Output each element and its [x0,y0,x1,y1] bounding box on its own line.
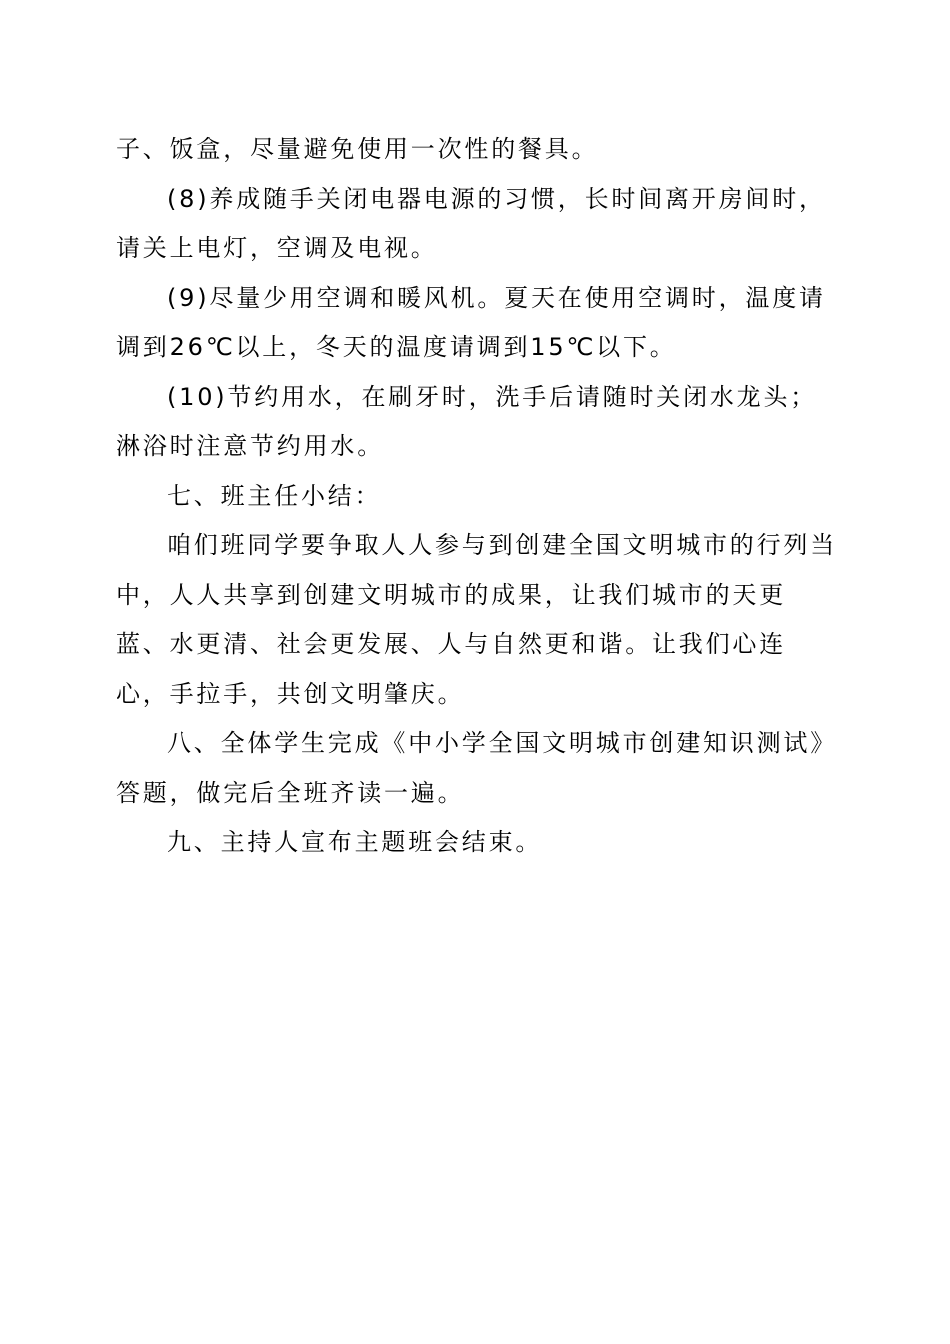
section-heading-9: 九、主持人宣布主题班会结束。 [167,828,543,856]
paragraph-tableware: 子、饭盒，尽量避免使用一次性的餐具。 [116,135,599,163]
paragraph-item-9: (9)尽量少用空调和暖风机。夏天在使用空调时，温度请调到26℃以上，冬天的温度请调到15℃以下。 [116,283,826,361]
section-heading-7: 七、班主任小结： [167,481,382,510]
section-heading-8: 八、全体学生完成《中小学全国文明城市创建知识测试》答题，做完后全班齐读一遍。 [116,729,837,807]
document-body [116,125,838,868]
paragraph-summary: 咱们班同学要争取人人参与到创建全国文明城市的行列当中，人人共享到创建文明城市的成果，让我们城市的天更蓝、水更清、社会更发展、人与自然更和谐。让我们心连心，手拉手，共创文明肇庆。 [116,531,837,708]
paragraph-item-8: (8)养成随手关闭电器电源的习惯，长时间离开房间时，请关上电灯，空调及电视。 [116,184,826,262]
paragraph-item-10: (10)节约用水，在刷牙时，洗手后请随时关闭水龙头；淋浴时注意节约用水。 [116,382,818,460]
